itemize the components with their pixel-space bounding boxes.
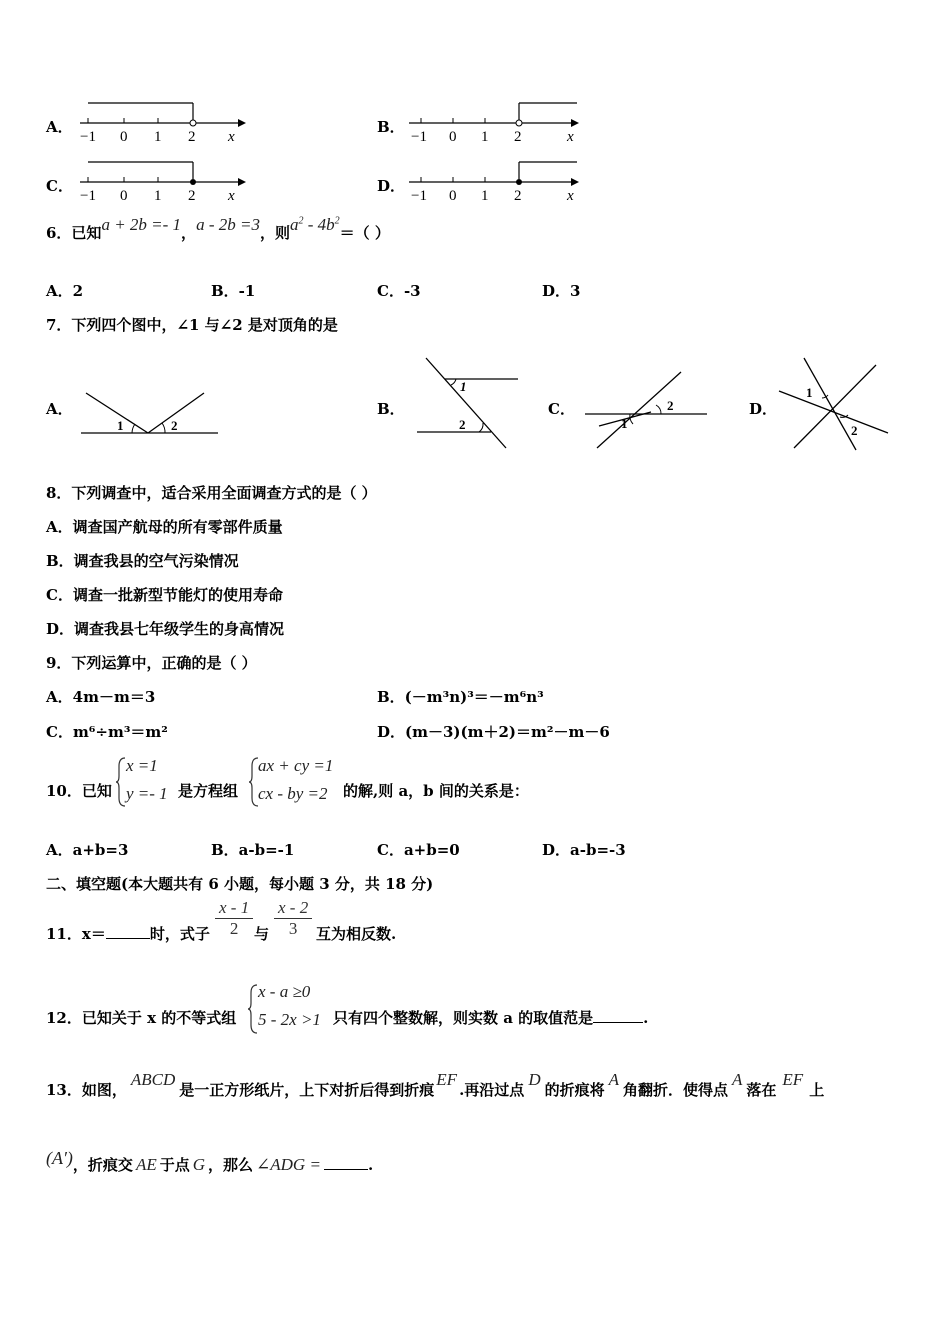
question-10-number: 10．已知 [46, 782, 112, 800]
number-line-b [405, 96, 580, 146]
q10-option-a[interactable]: A．a+b=3 [46, 841, 129, 859]
svg-text:2: 2 [188, 188, 196, 204]
option-b-label: B． [377, 118, 405, 136]
svg-text:2: 2 [188, 129, 196, 145]
svg-text:1: 1 [481, 188, 489, 204]
question-13-line-1: 13．如图，ABCD是一正方形纸片，上下对折后得到折痕EF.再沿过点D的折痕将A角翻折．使得点A落在EF上 [46, 1070, 825, 1099]
svg-text:0: 0 [449, 188, 457, 204]
q9-option-a[interactable]: A．4m－m＝3 [46, 688, 156, 706]
question-6: 6．已知a + 2b =- 1，a - 2b =3，则$a^2 - 4b^2=$（ ） [46, 215, 390, 242]
number-line-c [76, 155, 246, 205]
svg-text:1: 1 [460, 379, 467, 394]
q10-option-d[interactable]: D．a-b=-3 [542, 841, 626, 859]
q13-answer-blank[interactable] [324, 1155, 368, 1170]
q7-option-b-label: B． [377, 400, 405, 418]
q7-option-c-label: C． [548, 400, 575, 418]
svg-text:−1: −1 [80, 188, 96, 204]
q10-sys1-line1: x =1 [126, 756, 158, 775]
section-2-heading: 二、填空题(本大题共有 6 小题，每小题 3 分，共 18 分) [46, 875, 434, 893]
q10-sys2-line1: ax + cy =1 [258, 756, 334, 775]
q7-figure-d [776, 355, 891, 453]
q12-answer-blank[interactable] [593, 1008, 643, 1023]
q10-option-b[interactable]: B．a-b=-1 [211, 841, 295, 859]
q11-tail: 互为相反数. [316, 925, 397, 943]
q11-and: 与 [254, 925, 270, 943]
q12-ineq-2: 5 - 2x >1 [258, 1010, 321, 1029]
q7-figure-b [414, 355, 524, 453]
svg-text:1: 1 [117, 418, 124, 433]
option-a-label: A． [46, 118, 73, 136]
svg-text:2: 2 [667, 398, 674, 413]
svg-text:0: 0 [120, 129, 128, 145]
question-7-stem: 7．下列四个图中，∠1 与∠2 是对顶角的是 [46, 316, 338, 334]
svg-text:0: 0 [120, 188, 128, 204]
q7-figure-c [583, 368, 711, 453]
svg-text:x: x [228, 129, 235, 145]
q11-answer-blank[interactable] [106, 924, 150, 939]
svg-text:1: 1 [806, 385, 813, 400]
question-9-stem: 9．下列运算中，正确的是（ ） [46, 654, 257, 672]
svg-text:x: x [567, 188, 574, 204]
q9-option-d[interactable]: D．(m－3)(m＋2)＝m²－m－6 [377, 723, 610, 741]
q9-option-c[interactable]: C．m⁶÷m³＝m² [46, 723, 168, 741]
q6-option-d[interactable]: D．3 [542, 282, 581, 300]
q11-fraction-1: $\frac{x - 1}{2}$ [215, 898, 253, 939]
question-11: 11．x＝ 时，式子 [46, 925, 210, 943]
q10-tail-text: 的解,则 a，b 间的关系是： [343, 782, 529, 800]
svg-text:2: 2 [171, 418, 178, 433]
q7-option-d-label: D． [749, 400, 778, 418]
number-line-d [405, 155, 580, 205]
q8-option-b[interactable]: B．调查我县的空气污染情况 [46, 552, 239, 570]
svg-text:−1: −1 [411, 129, 427, 145]
q7-option-a-label: A． [46, 400, 73, 418]
svg-text:x: x [567, 129, 574, 145]
q10-option-c[interactable]: C．a+b=0 [377, 841, 460, 859]
question-13-line-2: (A′)，折痕交 AE 于点 G ，那么 ∠ADG = . [46, 1148, 374, 1174]
svg-text:−1: −1 [411, 188, 427, 204]
question-12-pre: 12．已知关于 x 的不等式组 [46, 1009, 237, 1027]
svg-text:1: 1 [481, 129, 489, 145]
q8-option-c[interactable]: C．调查一批新型节能灯的使用寿命 [46, 586, 283, 604]
svg-text:0: 0 [449, 129, 457, 145]
question-12-tail: 只有四个整数解，则实数 a 的取值范是 . [333, 1009, 649, 1027]
q8-option-a[interactable]: A．调查国产航母的所有零部件质量 [46, 518, 283, 536]
q6-option-b[interactable]: B．-1 [211, 282, 256, 300]
svg-text:2: 2 [851, 423, 858, 438]
svg-text:−1: −1 [80, 129, 96, 145]
svg-text:1: 1 [621, 416, 628, 431]
number-line-a [76, 96, 246, 146]
q9-option-b[interactable]: B．(－m³n)³＝－m⁶n³ [377, 688, 544, 706]
q6-option-c[interactable]: C．-3 [377, 282, 421, 300]
q6-option-a[interactable]: A．2 [46, 282, 84, 300]
svg-text:1: 1 [154, 129, 162, 145]
question-8-stem: 8．下列调查中，适合采用全面调查方式的是（ ） [46, 484, 377, 502]
svg-text:1: 1 [154, 188, 162, 204]
svg-text:2: 2 [459, 417, 466, 432]
q12-ineq-1: x - a ≥0 [258, 982, 311, 1001]
q11-fraction-2: $\frac{x - 2}{3}$ [274, 898, 312, 939]
option-d-label: D． [377, 177, 406, 195]
option-c-label: C． [46, 177, 73, 195]
q8-option-d[interactable]: D．调查我县七年级学生的身高情况 [46, 620, 285, 638]
svg-text:x: x [228, 188, 235, 204]
q10-sys1-line2: y =- 1 [126, 784, 168, 803]
svg-text:2: 2 [514, 129, 522, 145]
q7-figure-a [78, 385, 223, 440]
q10-sys2-line2: cx - by =2 [258, 784, 328, 803]
svg-text:2: 2 [514, 188, 522, 204]
q10-mid-text: 是方程组 [178, 782, 239, 800]
